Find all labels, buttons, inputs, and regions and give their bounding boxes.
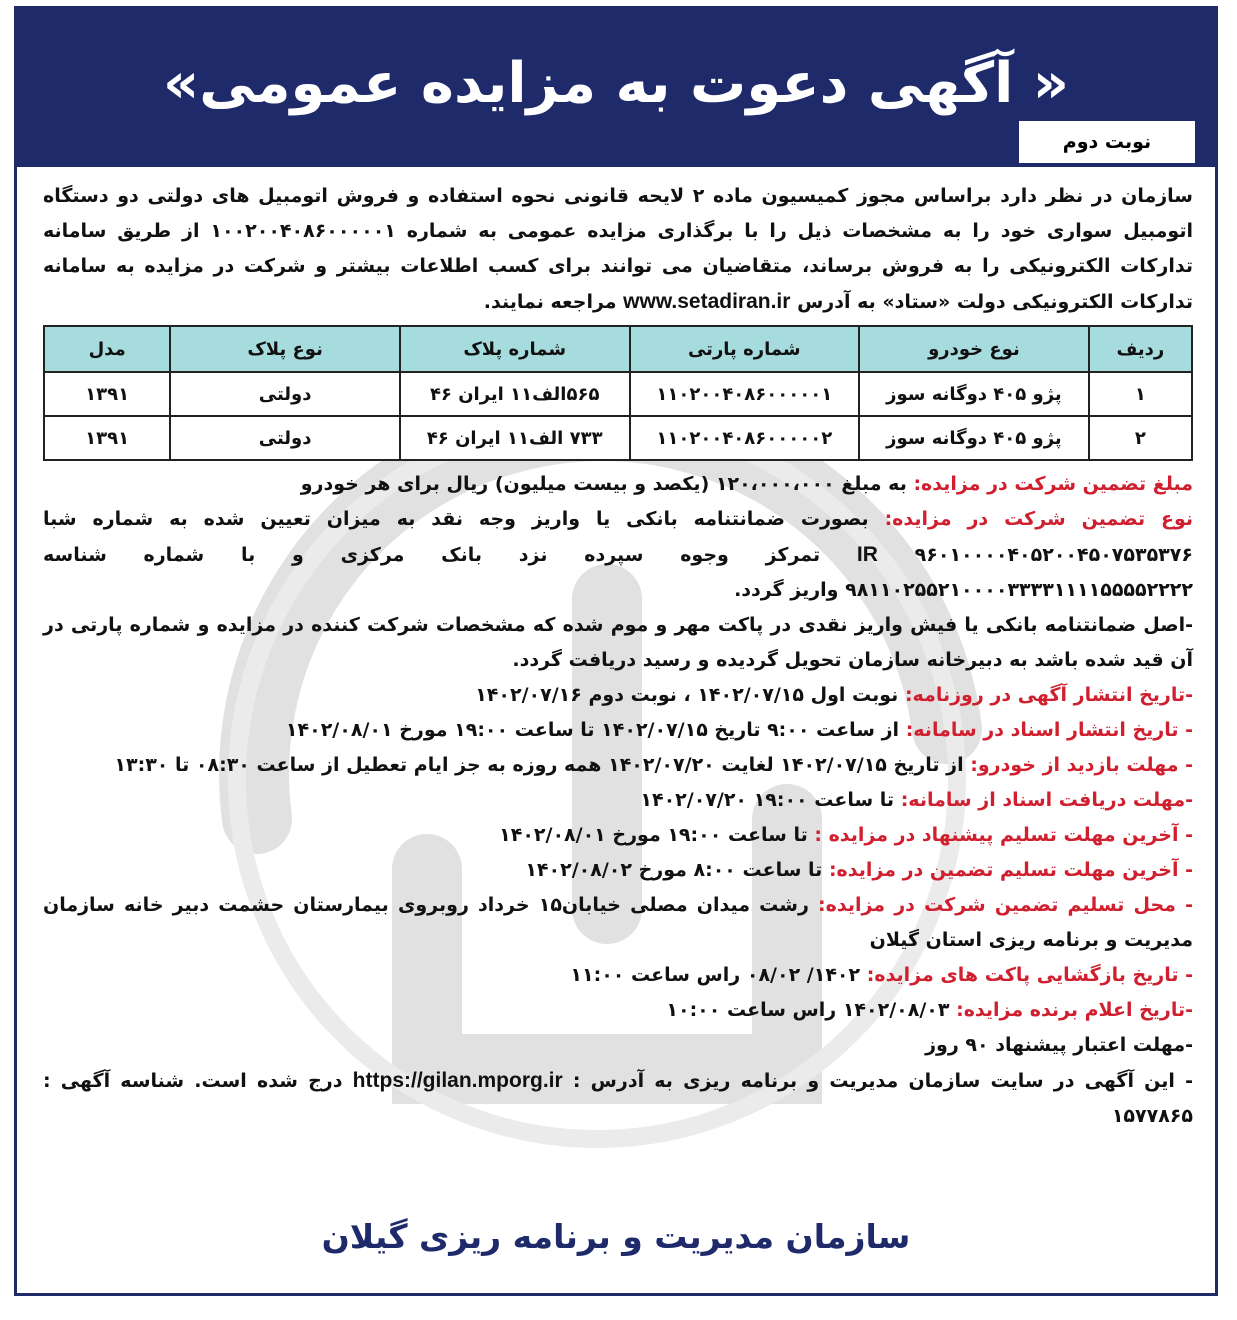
notice-frame (14, 6, 1218, 1296)
table-row (44, 372, 1192, 416)
iban-prefix: IR (856, 543, 878, 566)
schedule-label: -تاریخ انتشار آگهی در روزنامه: (904, 684, 1193, 706)
cell-plate-type: دولتی (170, 416, 400, 460)
header-banner (17, 9, 1215, 167)
schedule-item (43, 678, 1193, 713)
schedule-label: -تاریخ اعلام برنده مزایده: (956, 999, 1193, 1021)
cell-party-number: ۱۱۰۲۰۰۴۰۸۶۰۰۰۰۰۲ (630, 416, 860, 460)
schedule-label: - آخرین مهلت تسلیم پیشنهاد در مزایده : (814, 824, 1193, 846)
signature-organization: سازمان مدیریت و برنامه ریزی گیلان (321, 1217, 911, 1256)
original-note: -اصل ضمانتنامه بانکی یا فیش واریز نقدی در پاکت مهر و موم شده که مشخصات شرکت کننده در مزایده و شماره پارتی در آن قید شده باشد به دبیرخانه سازمان تحویل گردیده و رسید دریافت گردد. (43, 614, 1193, 671)
vehicles-table (43, 325, 1193, 461)
cell-vehicle-type: پژو ۴۰۵ دوگانه سوز (859, 372, 1089, 416)
col-vehicle-type: نوع خودرو (859, 326, 1089, 372)
site-note-text2: درج شده است. شناسه آگهی : ۱۵۷۷۸۶۵ (43, 1070, 1193, 1127)
table-row (44, 416, 1192, 460)
schedule-item (43, 993, 1193, 1028)
cell-vehicle-type: پژو ۴۰۵ دوگانه سوز (859, 416, 1089, 460)
schedule-text: ۱۴۰۲/ ۰۸/۰۲ راس ساعت ۱۱:۰۰ (570, 964, 861, 986)
mporg-url-link[interactable]: https://gilan.mporg.ir (352, 1069, 563, 1092)
notice-body (43, 179, 1193, 1134)
schedule-label: - آخرین مهلت تسلیم تضمین در مزایده: (828, 859, 1193, 881)
schedule-label: - تاریخ بازگشایی پاکت های مزایده: (866, 964, 1193, 986)
guarantee-amount (43, 467, 1193, 502)
schedule-label: - مهلت بازدید از خودرو: (970, 754, 1193, 776)
schedule-item (43, 888, 1193, 958)
cell-plate-number: ۷۳۳ الف۱۱ ایران ۴۶ (400, 416, 630, 460)
cell-plate-type: دولتی (170, 372, 400, 416)
cell-model: ۱۳۹۱ (44, 416, 170, 460)
intro-paragraph (43, 179, 1193, 320)
intro-text: سازمان در نظر دارد براساس مجوز کمیسیون ماده ۲ لایحه قانونی نحوه استفاده و فروش اتومبیل های دولتی دو دستگاه اتومبیل سواری خود را به مشخصات ذیل را با برگذاری مزایده عمومی به شماره ۱۰۰۲۰۰۴۰۸۶۰۰۰۰۰۱ از طریق سامانه تدارکات الکترونیکی را به فروش برساند، متقاضیان می توانند برای کسب اطلاعات بیشتر و شرکت در مزایده به سامانه تدارکات الکترونیکی دولت «ستاد» به آدرس (43, 185, 1193, 313)
schedule-label: - تاریخ انتشار اسناد در سامانه: (905, 719, 1193, 741)
guarantee-type-text2: تمرکز وجوه سپرده نزد بانک مرکزی و با شماره شناسه ۹۸۱۱۰۲۵۵۲۱۰۰۰۰۳۳۳۳۱۱۱۱۵۵۵۵۲۲۲۲ واریز گردد. (43, 544, 1193, 601)
schedule-text: تا ساعت ۱۹:۰۰ ۱۴۰۲/۰۷/۲۰ (640, 789, 895, 811)
schedule-text: نوبت اول ۱۴۰۲/۰۷/۱۵ ، نوبت دوم ۱۴۰۲/۰۷/۱۶ (475, 684, 899, 706)
schedule-text: از تاریخ ۱۴۰۲/۰۷/۱۵ لغایت ۱۴۰۲/۰۷/۲۰ همه روزه به جز ایام تعطیل از ساعت ۰۸:۳۰ تا ۱۳:۳۰ (114, 754, 964, 776)
cell-plate-number: ۵۶۵الف۱۱ ایران ۴۶ (400, 372, 630, 416)
schedule-text: از ساعت ۹:۰۰ تاریخ ۱۴۰۲/۰۷/۱۵ تا ساعت ۱۹:۰۰ مورخ ۱۴۰۲/۰۸/۰۱ (285, 719, 900, 741)
col-plate-number: شماره پلاک (400, 326, 630, 372)
guarantee-amount-text: به مبلغ ۱۲۰،۰۰۰،۰۰۰ (یکصد و بیست میلیون) ریال برای هر خودرو (300, 473, 907, 495)
schedule-label: -مهلت دریافت اسناد از سامانه: (900, 789, 1193, 811)
round-label: نوبت دوم (1017, 119, 1197, 165)
col-row-number: ردیف (1089, 326, 1192, 372)
site-note-text1: - این آگهی در سایت سازمان مدیریت و برنامه ریزی به آدرس : (572, 1070, 1194, 1092)
guarantee-type-label: نوع تضمین شرکت در مزایده: (884, 508, 1193, 530)
cell-row-number: ۲ (1089, 416, 1192, 460)
col-plate-type: نوع پلاک (170, 326, 400, 372)
guarantee-type-text: بصورت ضمانتنامه بانکی یا واریز وجه نقد به میزان تعیین شده به شماره شبا ۹۶۰۱۰۰۰۰۴۰۵۲۰۰۴۵۰۷۵۳۵۳۷۶ (43, 508, 1193, 566)
intro-tail: مراجعه نمایند. (483, 291, 617, 313)
schedule-item (43, 713, 1193, 748)
setad-url-link[interactable]: www.setadiran.ir (623, 290, 791, 313)
site-note (43, 1063, 1193, 1134)
col-party-number: شماره پارتی (630, 326, 860, 372)
schedule-item (43, 818, 1193, 853)
schedule-text: رشت میدان مصلی خیابان۱۵ خرداد روبروی بیمارستان حشمت دبیر خانه سازمان مدیریت و برنامه ریزی استان گیلان (43, 894, 1193, 951)
schedule-item (43, 748, 1193, 783)
cell-row-number: ۱ (1089, 372, 1192, 416)
validity-note: -مهلت اعتبار پیشنهاد ۹۰ روز (925, 1034, 1193, 1056)
cell-party-number: ۱۱۰۲۰۰۴۰۸۶۰۰۰۰۰۱ (630, 372, 860, 416)
col-model: مدل (44, 326, 170, 372)
schedule-text: ۱۴۰۲/۰۸/۰۳ راس ساعت ۱۰:۰۰ (666, 999, 950, 1021)
table-header-row (44, 326, 1192, 372)
schedule-text: تا ساعت ۸:۰۰ مورخ ۱۴۰۲/۰۸/۰۲ (525, 859, 823, 881)
schedule-item (43, 853, 1193, 888)
schedule-item (43, 958, 1193, 993)
notice-title: « آگهی دعوت به مزایده عمومی» (163, 51, 1069, 116)
cell-model: ۱۳۹۱ (44, 372, 170, 416)
guarantee-type (43, 502, 1193, 608)
guarantee-amount-label: مبلغ تضمین شرکت در مزایده: (913, 473, 1193, 495)
schedule-item (43, 783, 1193, 818)
schedule-label: - محل تسلیم تضمین شرکت در مزایده: (818, 894, 1193, 916)
schedule-text: تا ساعت ۱۹:۰۰ مورخ ۱۴۰۲/۰۸/۰۱ (499, 824, 808, 846)
